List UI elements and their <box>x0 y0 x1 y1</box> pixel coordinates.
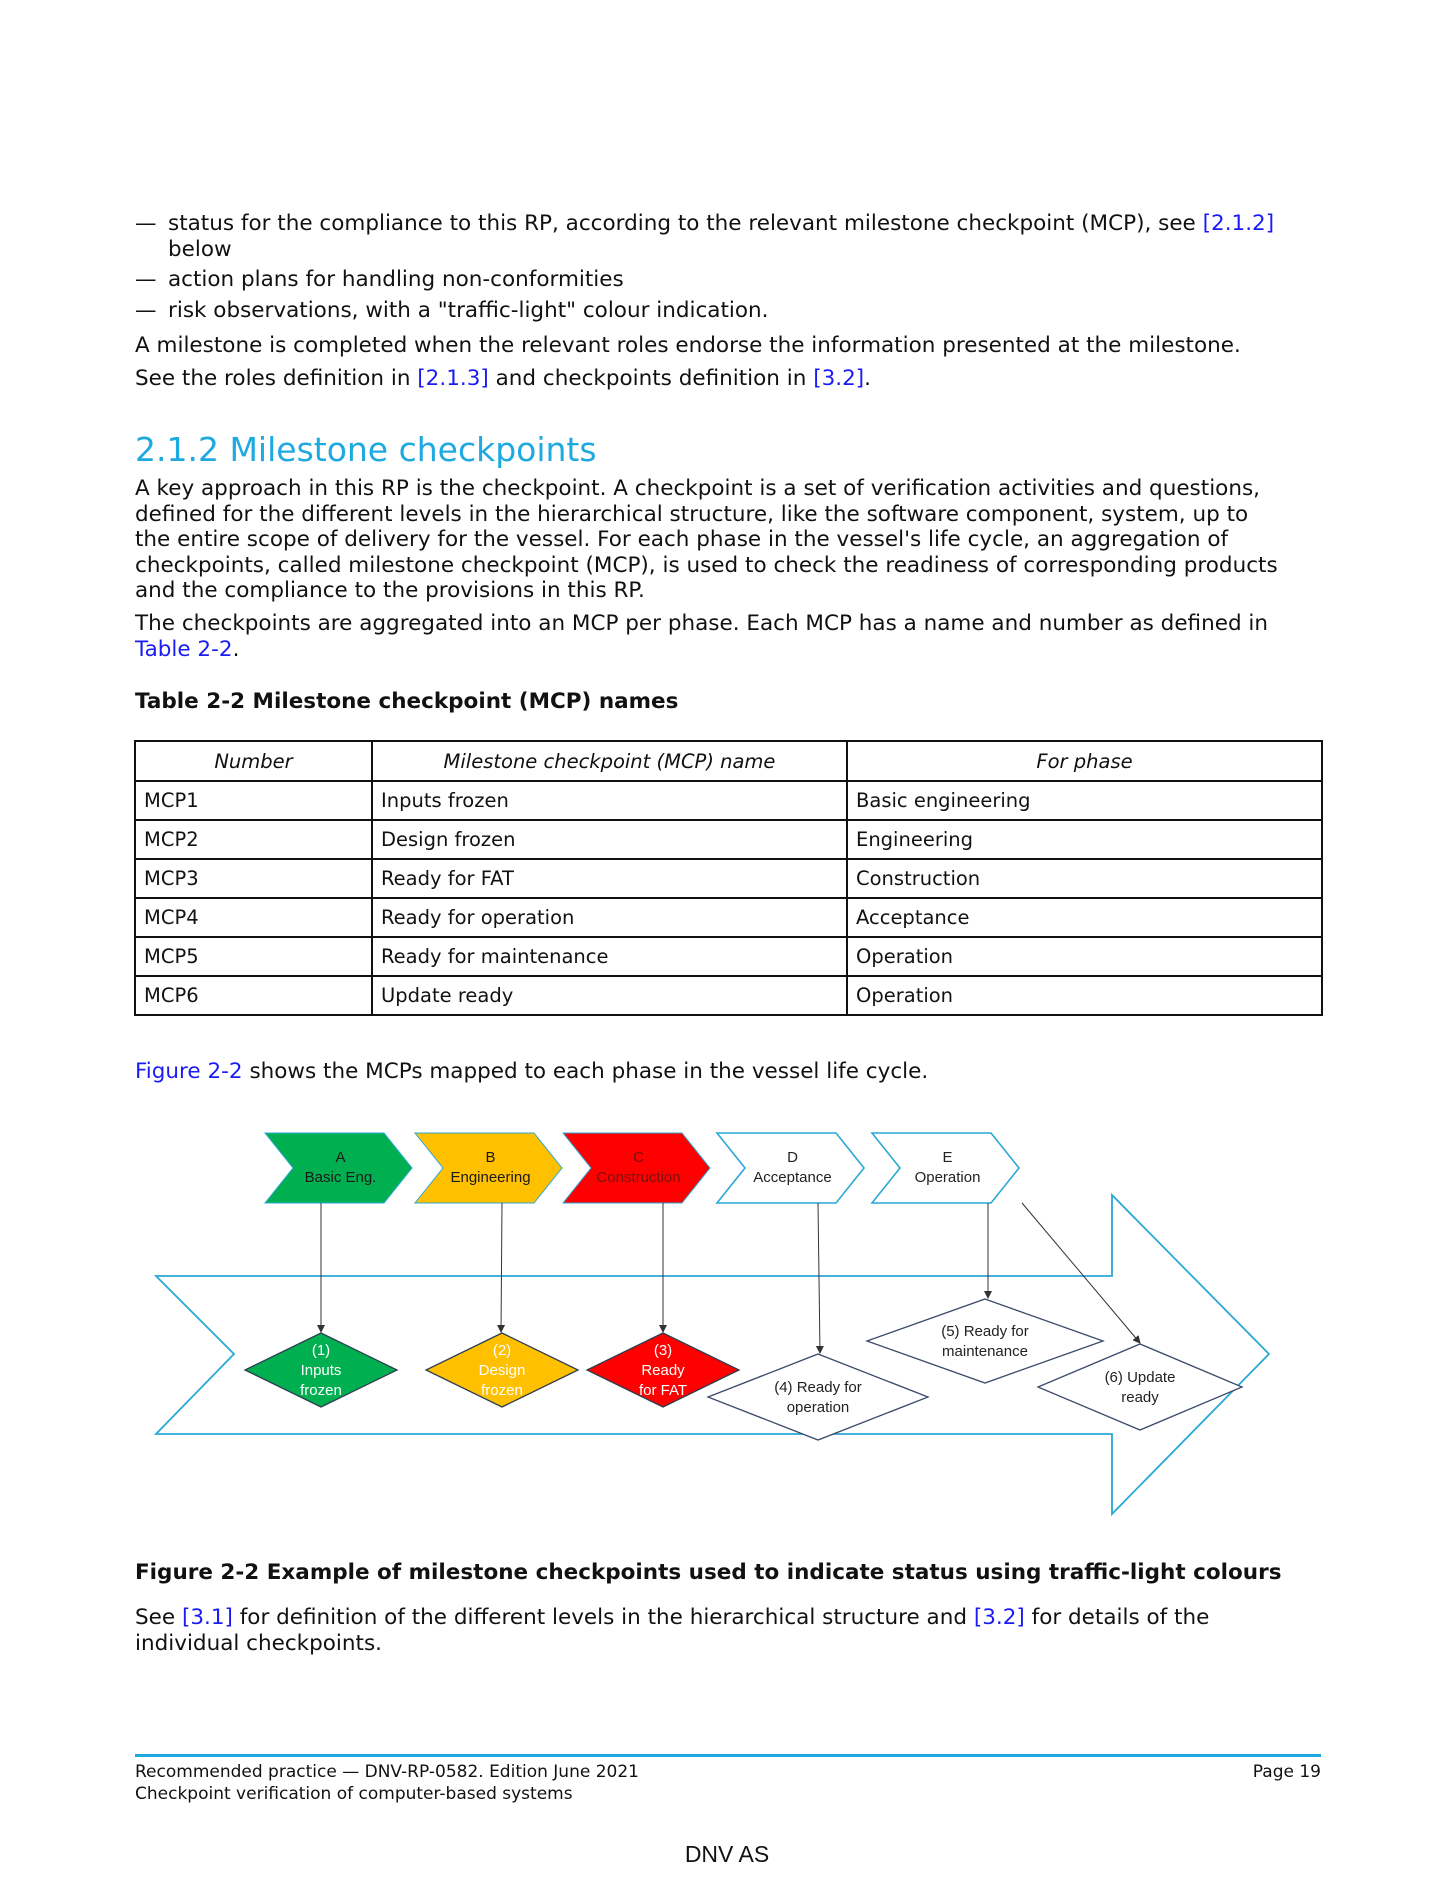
mcp-table <box>134 740 1323 1016</box>
phase-chevron-a <box>265 1133 412 1203</box>
bullet-text: status for the compliance to this RP, according to the relevant milestone checkpoint (MCP), see <box>168 211 1203 236</box>
bullet-dash: — <box>135 298 157 323</box>
checkpoint-diamond-5 <box>867 1299 1103 1383</box>
paragraph-text: for definition of the different levels in the hierarchical structure and <box>232 1605 974 1630</box>
paragraph-milestone: A milestone is completed when the relevant roles endorse the information presented at the milestone. <box>135 333 1241 358</box>
phase-name: Basic Eng. <box>304 1169 377 1186</box>
milestone-figure <box>130 1125 1280 1525</box>
footer-document-id: Recommended practice — DNV-RP-0582. Edition June 2021 <box>135 1762 639 1782</box>
paragraph-aggregated <box>135 611 1268 662</box>
paragraph-text: shows the MCPs mapped to each phase in the vessel life cycle. <box>242 1059 929 1084</box>
checkpoint-label: frozen <box>300 1382 342 1399</box>
table-cell: Ready for FAT <box>372 859 847 898</box>
checkpoint-label: (1) <box>311 1342 331 1359</box>
table-caption: Table 2-2 Milestone checkpoint (MCP) names <box>135 689 679 714</box>
table-row <box>135 820 1322 859</box>
link-3-2[interactable]: [3.2] <box>813 366 865 391</box>
table-row <box>135 898 1322 937</box>
checkpoint-label: (4) Ready for <box>774 1379 862 1396</box>
bullet-item <box>135 211 1335 267</box>
phase-name: Engineering <box>450 1169 531 1186</box>
table-row <box>135 937 1322 976</box>
bullet-item <box>135 298 1335 329</box>
link-table-2-2[interactable]: Table 2-2 <box>135 636 233 662</box>
checkpoint-label: Inputs <box>300 1362 342 1379</box>
column-header-mcp-name: Milestone checkpoint (MCP) name <box>372 741 847 781</box>
table-cell: Basic engineering <box>847 781 1322 820</box>
table-row <box>135 781 1322 820</box>
phase-chevron-shape <box>563 1133 710 1203</box>
checkpoint-diamond-4 <box>708 1354 928 1440</box>
paragraph-text: . <box>232 636 240 662</box>
phase-letter: C <box>633 1149 644 1166</box>
section-heading: 2.1.2 Milestone checkpoints <box>135 430 597 469</box>
phase-letter: A <box>335 1149 346 1166</box>
phase-name: Construction <box>596 1169 681 1186</box>
paragraph-text: for details of the <box>1024 1605 1210 1630</box>
table-cell: MCP1 <box>135 781 372 820</box>
footer-page-number: Page 19 <box>1252 1762 1321 1782</box>
paragraph-text: See the roles definition in <box>135 366 418 391</box>
bullet-dash: — <box>135 267 157 292</box>
table-cell: MCP5 <box>135 937 372 976</box>
paragraph-line: individual checkpoints. <box>135 1631 382 1656</box>
checkpoint-label: (2) <box>492 1342 512 1359</box>
bullet-dash: — <box>135 211 157 236</box>
checkpoint-label: ready <box>1121 1389 1159 1406</box>
paragraph-line: and the compliance to the provisions in this RP. <box>135 578 645 603</box>
table-cell: Operation <box>847 976 1322 1015</box>
checkpoint-diamond-2 <box>426 1333 578 1407</box>
checkpoint-shape <box>708 1354 928 1440</box>
column-header-number: Number <box>135 741 372 781</box>
figure-caption: Figure 2-2 Example of milestone checkpoints used to indicate status using traffic-light colours <box>135 1560 1282 1585</box>
checkpoint-label: (5) Ready for <box>941 1323 1029 1340</box>
table-row <box>135 859 1322 898</box>
paragraph-figure-ref <box>135 1059 928 1085</box>
company-name: DNV AS <box>684 1841 770 1867</box>
table-row <box>135 976 1322 1015</box>
column-header-phase: For phase <box>847 741 1322 781</box>
table-cell: Ready for operation <box>372 898 847 937</box>
checkpoint-label: Ready <box>641 1362 685 1379</box>
table-cell: MCP2 <box>135 820 372 859</box>
paragraph-text: See <box>135 1605 182 1630</box>
paragraph-final <box>135 1605 1209 1657</box>
table-cell: Engineering <box>847 820 1322 859</box>
table-cell: Inputs frozen <box>372 781 847 820</box>
checkpoint-label: (6) Update <box>1104 1369 1176 1386</box>
phase-letter: D <box>787 1149 798 1166</box>
paragraph-line: A key approach in this RP is the checkpoint. A checkpoint is a set of verification activities and questions, <box>135 476 1260 501</box>
phase-chevron-e <box>872 1133 1019 1203</box>
table-cell: MCP4 <box>135 898 372 937</box>
paragraph-line <box>135 637 1268 663</box>
checkpoint-label: for FAT <box>638 1382 688 1399</box>
footer-document-title: Checkpoint verification of computer-based systems <box>135 1784 573 1804</box>
paragraph-line: The checkpoints are aggregated into an MCP per phase. Each MCP has a name and number as defined in <box>135 611 1269 636</box>
phase-chevron-b <box>415 1133 562 1203</box>
bullet-text: action plans for handling non-conformities <box>168 267 624 292</box>
connector-arrow <box>818 1203 820 1353</box>
table-cell: Acceptance <box>847 898 1322 937</box>
paragraph-line <box>135 1605 1209 1631</box>
link-2-1-3[interactable]: [2.1.3] <box>417 366 489 391</box>
checkpoint-label: Design <box>478 1362 526 1379</box>
phase-chevron-shape <box>872 1133 1019 1203</box>
paragraph-text: . <box>864 366 871 391</box>
bullet-list <box>135 211 1335 329</box>
paragraph-key-approach <box>135 476 1278 604</box>
phase-chevron-shape <box>717 1133 864 1203</box>
checkpoint-label: operation <box>786 1399 850 1416</box>
table-cell: Update ready <box>372 976 847 1015</box>
checkpoint-shape <box>1038 1344 1242 1430</box>
phase-chevron-shape <box>415 1133 562 1203</box>
bullet-text-continued: below <box>168 237 232 262</box>
phase-letter: B <box>485 1149 496 1166</box>
table-cell: MCP6 <box>135 976 372 1015</box>
checkpoint-diamond-6 <box>1038 1344 1242 1430</box>
bullet-item <box>135 267 1335 298</box>
link-2-1-2[interactable]: [2.1.2] <box>1202 211 1275 236</box>
table-cell: Construction <box>847 859 1322 898</box>
phase-name: Acceptance <box>753 1169 832 1186</box>
table-cell: Design frozen <box>372 820 847 859</box>
phase-chevron-d <box>717 1133 864 1203</box>
connector-arrow <box>501 1203 502 1332</box>
checkpoint-label: frozen <box>481 1382 523 1399</box>
link-3-2[interactable]: [3.2] <box>973 1605 1025 1630</box>
link-figure-2-2[interactable]: Figure 2-2 <box>135 1059 243 1084</box>
phase-chevron-c <box>563 1133 710 1203</box>
table-cell: Ready for maintenance <box>372 937 847 976</box>
phase-chevron-shape <box>265 1133 412 1203</box>
paragraph-text: and checkpoints definition in <box>488 366 814 391</box>
table-header-row <box>135 741 1322 781</box>
checkpoint-label: (3) <box>653 1342 673 1359</box>
table-cell: MCP3 <box>135 859 372 898</box>
phase-letter: E <box>942 1149 953 1166</box>
footer-rule <box>135 1754 1321 1757</box>
checkpoint-shape <box>867 1299 1103 1383</box>
phase-name: Operation <box>914 1169 981 1186</box>
paragraph-line: defined for the different levels in the hierarchical structure, like the software component, system, up to <box>135 501 1249 527</box>
paragraph-line: checkpoints, called milestone checkpoint (MCP), is used to check the readiness of corresponding products <box>135 552 1278 578</box>
table-cell: Operation <box>847 937 1322 976</box>
checkpoint-label: maintenance <box>942 1343 1028 1360</box>
bullet-text: risk observations, with a "traffic-light" colour indication. <box>168 298 769 323</box>
paragraph-see-roles <box>135 366 871 392</box>
checkpoint-diamond-1 <box>245 1333 397 1407</box>
paragraph-line: the entire scope of delivery for the vessel. For each phase in the vessel's life cycle, an aggregation of <box>135 527 1229 552</box>
link-3-1[interactable]: [3.1] <box>181 1605 233 1630</box>
